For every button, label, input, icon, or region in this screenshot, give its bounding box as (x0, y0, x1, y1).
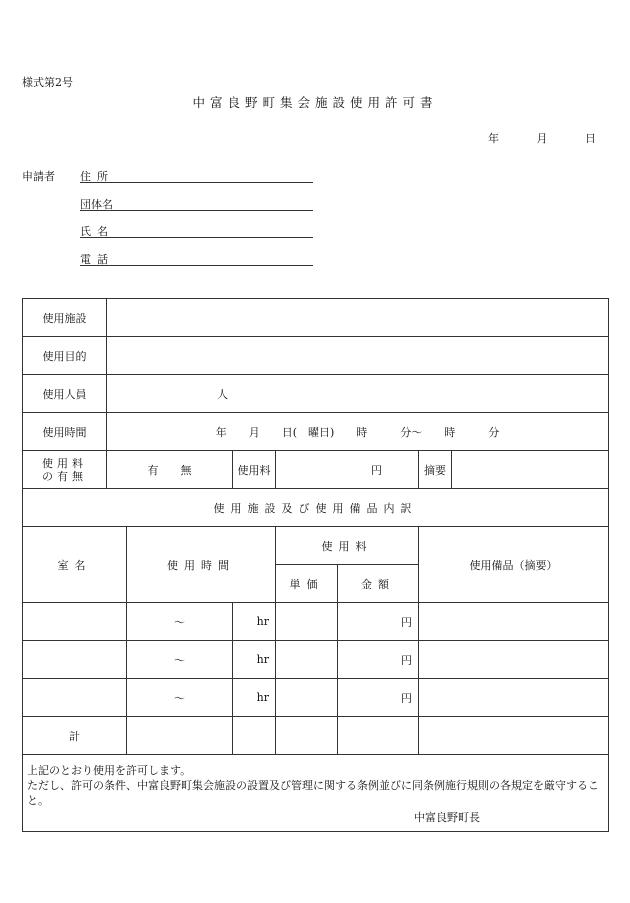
hours-cell[interactable]: hr (233, 641, 276, 679)
time-cell[interactable]: 〜 (127, 641, 233, 679)
unit-price-cell[interactable] (276, 679, 338, 717)
issue-date (454, 130, 596, 146)
people-value[interactable] (107, 375, 609, 413)
purpose-row (23, 337, 609, 375)
col-time: 使用時間 (127, 527, 276, 603)
time-cell[interactable]: 〜 (127, 679, 233, 717)
unit-price-cell[interactable] (276, 603, 338, 641)
fee-presence-label: 使用料 の有無 (23, 451, 107, 489)
phone-field[interactable] (80, 251, 313, 266)
amount-cell[interactable]: 円 (338, 641, 419, 679)
name-label: 氏名 (80, 225, 114, 238)
time-value[interactable]: 年 月 日( 曜日) 時 分〜 時 分 (107, 413, 609, 451)
breakdown-title: 使用施設及び使用備品内訳 (23, 489, 609, 527)
col-room: 室名 (23, 527, 127, 603)
fee-cell-label: 使用料 (233, 451, 276, 489)
room-cell[interactable] (23, 641, 127, 679)
permission-statement (23, 755, 609, 832)
col-equipment: 使用備品（摘要） (419, 527, 609, 603)
breakdown-header-row (23, 527, 609, 565)
total-amount-cell[interactable] (338, 717, 419, 755)
issuer-signature: 中富良野町長 (414, 811, 481, 824)
hours-cell[interactable]: hr (233, 603, 276, 641)
room-cell[interactable] (23, 603, 127, 641)
col-unit-price: 単価 (276, 565, 338, 603)
facility-label: 使用施設 (23, 299, 107, 337)
time-cell[interactable]: 〜 (127, 603, 233, 641)
usage-table (22, 298, 609, 832)
breakdown-row (23, 603, 609, 641)
applicant-label: 申請者 (22, 170, 55, 183)
fee-row (23, 451, 609, 489)
address-label: 住所 (80, 170, 114, 183)
unit-price-cell[interactable] (276, 641, 338, 679)
time-label: 使用時間 (23, 413, 107, 451)
fee-amount[interactable]: 円 (276, 451, 419, 489)
date-month: 月 (536, 132, 548, 145)
name-field[interactable] (80, 223, 313, 238)
phone-label: 電話 (80, 253, 114, 266)
address-field[interactable] (80, 168, 313, 183)
equipment-cell[interactable] (419, 679, 609, 717)
breakdown-title-row (23, 489, 609, 527)
equipment-cell[interactable] (419, 603, 609, 641)
form-title: 中富良野町集会施設使用許可書 (192, 95, 438, 110)
summary-value[interactable] (452, 451, 609, 489)
date-day: 日 (585, 132, 596, 145)
room-cell[interactable] (23, 679, 127, 717)
total-label: 計 (23, 717, 127, 755)
breakdown-row (23, 679, 609, 717)
total-unit-price-cell[interactable] (276, 717, 338, 755)
purpose-label: 使用目的 (23, 337, 107, 375)
date-year: 年 (488, 132, 499, 145)
summary-label: 摘要 (419, 451, 452, 489)
total-hours-cell[interactable] (233, 717, 276, 755)
form-number: 様式第2号 (22, 76, 73, 89)
organization-label: 団体名 (80, 198, 113, 211)
breakdown-row (23, 641, 609, 679)
total-time-cell[interactable] (127, 717, 233, 755)
hours-cell[interactable]: hr (233, 679, 276, 717)
permission-line-1: 上記のとおり使用を許可します。 (27, 764, 192, 777)
facility-row (23, 299, 609, 337)
amount-cell[interactable]: 円 (338, 603, 419, 641)
fee-presence-options[interactable]: 有 無 (107, 451, 233, 489)
people-row (23, 375, 609, 413)
organization-field[interactable] (80, 196, 313, 211)
total-equipment-cell[interactable] (419, 717, 609, 755)
amount-cell[interactable]: 円 (338, 679, 419, 717)
people-unit: 人 (217, 387, 228, 401)
col-amount: 金額 (338, 565, 419, 603)
equipment-cell[interactable] (419, 641, 609, 679)
permission-line-2: ただし、許可の条件、中富良野町集会施設の設置及び管理に関する条例並びに同条例施行規則の各規定を厳守すること。 (27, 779, 599, 807)
footer-row (23, 755, 609, 832)
time-row (23, 413, 609, 451)
people-label: 使用人員 (23, 375, 107, 413)
total-row (23, 717, 609, 755)
col-fee: 使用料 (276, 527, 419, 565)
purpose-value[interactable] (107, 337, 609, 375)
facility-value[interactable] (107, 299, 609, 337)
